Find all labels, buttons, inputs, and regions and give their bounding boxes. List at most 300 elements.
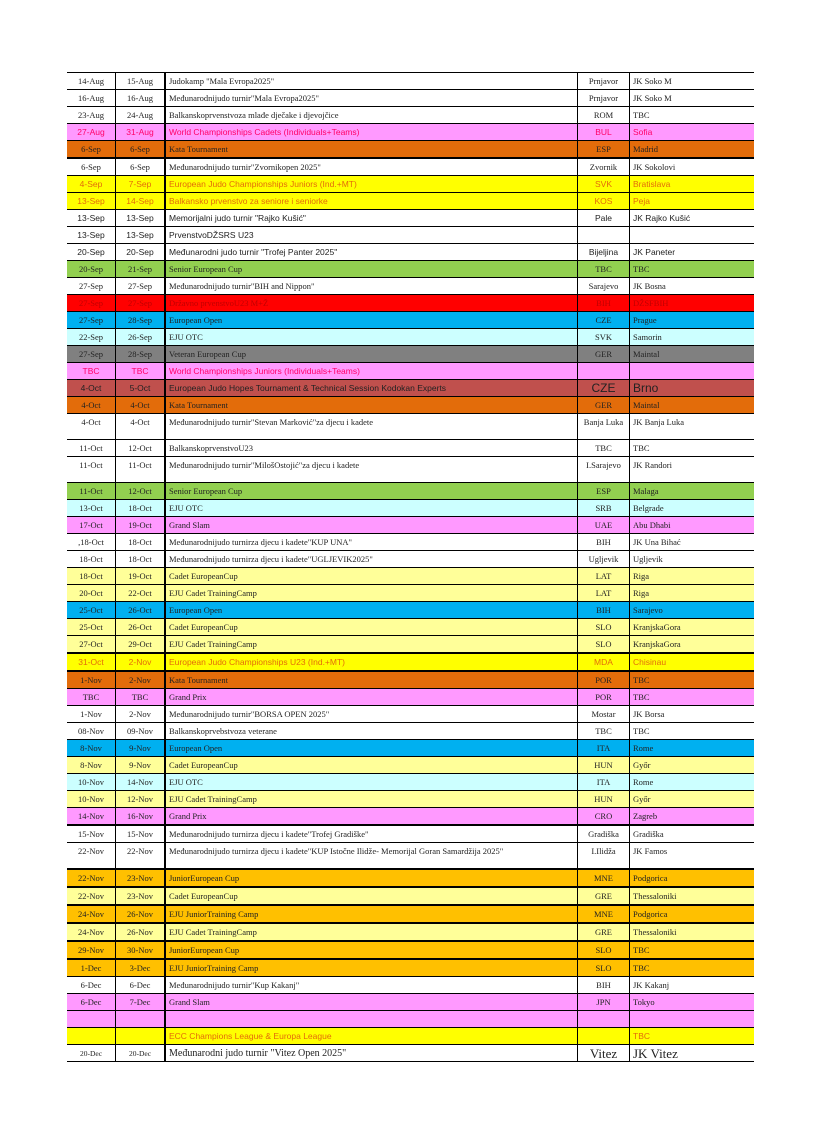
event-organizer: JK Una Bihać: [630, 534, 755, 551]
event-organizer: KranjskaGora: [630, 636, 755, 654]
event-name: Kata Tournament: [165, 671, 578, 689]
start-date: 24-Nov: [67, 923, 116, 941]
event-name: World Championships Juniors (Individuals+Teams): [165, 363, 578, 380]
start-date: 4-Oct: [67, 397, 116, 414]
end-date: 2-Nov: [116, 671, 166, 689]
start-date: 14-Nov: [67, 808, 116, 826]
event-location: POR: [578, 671, 630, 689]
event-name: Međunarodnijudo turnir"BORSA OPEN 2025": [165, 706, 578, 723]
event-name: Međunarodni judo turnir "Trofej Panter 2025": [165, 244, 578, 261]
end-date: 14-Sep: [116, 193, 166, 210]
event-organizer: Rome: [630, 774, 755, 791]
event-name: ECC Champions League & Europa League: [165, 1028, 578, 1045]
event-name: European Judo Hopes Tournament & Technical Session Kodokan Experts: [165, 380, 578, 397]
end-date: 9-Nov: [116, 757, 166, 774]
event-organizer: JK Kakanj: [630, 977, 755, 994]
end-date: 4-Oct: [116, 414, 166, 440]
event-name: Međunarodnijudo turnir"Mala Evropa2025": [165, 90, 578, 107]
end-date: 7-Dec: [116, 994, 166, 1011]
event-location: TBC: [578, 723, 630, 740]
event-row: [67, 568, 754, 585]
start-date: 13-Sep: [67, 210, 116, 227]
event-row: [67, 141, 754, 159]
event-row: [67, 517, 754, 534]
event-location: POR: [578, 689, 630, 706]
event-organizer: Gradiška: [630, 825, 755, 843]
end-date: 26-Oct: [116, 619, 166, 636]
end-date: 26-Oct: [116, 602, 166, 619]
event-row: [67, 227, 754, 244]
start-date: 4-Sep: [67, 176, 116, 193]
event-row: [67, 329, 754, 346]
event-name: Međunarodnijudo turnirza djecu i kadete"KUP Istočne Ilidže- Memorijal Goran Samardžija 2025": [165, 843, 578, 870]
event-location: Vitez: [578, 1045, 630, 1062]
event-name: Cadet EuropeanCup: [165, 887, 578, 905]
event-organizer: TBC: [630, 261, 755, 278]
end-date: 14-Nov: [116, 774, 166, 791]
end-date: 28-Sep: [116, 312, 166, 329]
event-location: I.Sarajevo: [578, 457, 630, 483]
event-name: Međunarodnijudo turnirza djecu i kadete"KUP UNA": [165, 534, 578, 551]
event-name: EJU OTC: [165, 329, 578, 346]
event-name: Kata Tournament: [165, 141, 578, 159]
start-date: 6-Dec: [67, 994, 116, 1011]
end-date: 7-Sep: [116, 176, 166, 193]
event-location: ESP: [578, 483, 630, 500]
event-name: EJU JuniorTraining Camp: [165, 959, 578, 977]
event-row: [67, 500, 754, 517]
event-organizer: JK Randori: [630, 457, 755, 483]
event-organizer: Riga: [630, 568, 755, 585]
start-date: [67, 1011, 116, 1028]
event-organizer: TBC: [630, 689, 755, 706]
event-organizer: Chisinau: [630, 653, 755, 671]
event-organizer: Thessaloniki: [630, 887, 755, 905]
event-location: Ugljevik: [578, 551, 630, 568]
start-date: 25-Oct: [67, 619, 116, 636]
start-date: 22-Sep: [67, 329, 116, 346]
start-date: 27-Sep: [67, 312, 116, 329]
end-date: 28-Sep: [116, 346, 166, 363]
start-date: 11-Oct: [67, 457, 116, 483]
event-row: [67, 843, 754, 870]
event-organizer: Győr: [630, 757, 755, 774]
end-date: 22-Nov: [116, 843, 166, 870]
event-row: [67, 808, 754, 826]
end-date: 2-Nov: [116, 653, 166, 671]
event-organizer: JK Vitez: [630, 1045, 755, 1062]
start-date: 13-Sep: [67, 193, 116, 210]
event-name: European Open: [165, 740, 578, 757]
event-row: [67, 397, 754, 414]
event-row: [67, 278, 754, 295]
start-date: 24-Nov: [67, 905, 116, 923]
end-date: 9-Nov: [116, 740, 166, 757]
event-row: [67, 1011, 754, 1028]
start-date: 27-Sep: [67, 295, 116, 312]
event-row: [67, 380, 754, 397]
event-location: SLO: [578, 959, 630, 977]
event-row: [67, 346, 754, 363]
event-location: SLO: [578, 619, 630, 636]
event-name: Balkansko prvenstvo za seniore i seniorke: [165, 193, 578, 210]
start-date: 10-Nov: [67, 791, 116, 808]
event-organizer: Maintal: [630, 397, 755, 414]
event-organizer: JK Borsa: [630, 706, 755, 723]
event-row: [67, 977, 754, 994]
event-name: World Championships Cadets (Individuals+Teams): [165, 124, 578, 141]
end-date: 20-Sep: [116, 244, 166, 261]
start-date: 20-Sep: [67, 261, 116, 278]
event-location: TBC: [578, 261, 630, 278]
event-location: BIH: [578, 602, 630, 619]
event-row: [67, 551, 754, 568]
end-date: 19-Oct: [116, 517, 166, 534]
event-name: Balkanskoprvenstvoza mlađe dječake i djevojčice: [165, 107, 578, 124]
event-row: [67, 791, 754, 808]
event-location: HUN: [578, 791, 630, 808]
event-location: CZE: [578, 312, 630, 329]
event-row: [67, 483, 754, 500]
start-date: 13-Oct: [67, 500, 116, 517]
event-location: GRE: [578, 887, 630, 905]
start-date: 6-Dec: [67, 977, 116, 994]
end-date: 2-Nov: [116, 706, 166, 723]
start-date: 27-Oct: [67, 636, 116, 654]
end-date: 22-Oct: [116, 585, 166, 602]
end-date: 13-Sep: [116, 227, 166, 244]
end-date: 16-Nov: [116, 808, 166, 826]
event-row: [67, 124, 754, 141]
event-location: GER: [578, 346, 630, 363]
event-row: [67, 295, 754, 312]
event-location: ITA: [578, 774, 630, 791]
event-name: JuniorEuropean Cup: [165, 941, 578, 959]
event-location: SVK: [578, 329, 630, 346]
event-name: Cadet EuropeanCup: [165, 619, 578, 636]
start-date: 22-Nov: [67, 887, 116, 905]
start-date: 27-Sep: [67, 346, 116, 363]
event-organizer: Thessaloniki: [630, 923, 755, 941]
event-organizer: Brno: [630, 380, 755, 397]
event-name: EJU JuniorTraining Camp: [165, 905, 578, 923]
event-row: [67, 210, 754, 227]
event-organizer: JK Soko M: [630, 90, 755, 107]
event-row: [67, 1028, 754, 1045]
event-organizer: Sarajevo: [630, 602, 755, 619]
end-date: 6-Sep: [116, 141, 166, 159]
start-date: 11-Oct: [67, 483, 116, 500]
event-organizer: TBC: [630, 1028, 755, 1045]
event-row: [67, 757, 754, 774]
event-organizer: JK Rajko Kušić: [630, 210, 755, 227]
event-row: [67, 107, 754, 124]
end-date: 12-Oct: [116, 483, 166, 500]
event-row: [67, 825, 754, 843]
end-date: 31-Aug: [116, 124, 166, 141]
start-date: 8-Nov: [67, 757, 116, 774]
start-date: 31-Oct: [67, 653, 116, 671]
event-organizer: JK Soko M: [630, 73, 755, 90]
end-date: [116, 1028, 166, 1045]
event-name: Senior European Cup: [165, 261, 578, 278]
event-name: Cadet EuropeanCup: [165, 757, 578, 774]
event-organizer: DŽSFBIH: [630, 295, 755, 312]
event-organizer: Belgrade: [630, 500, 755, 517]
event-row: [67, 261, 754, 278]
event-organizer: Samorin: [630, 329, 755, 346]
event-name: Senior European Cup: [165, 483, 578, 500]
end-date: 16-Aug: [116, 90, 166, 107]
event-organizer: Abu Dhabi: [630, 517, 755, 534]
event-name: Grand Prix: [165, 808, 578, 826]
event-name: EJU Cadet TrainingCamp: [165, 923, 578, 941]
end-date: 13-Sep: [116, 210, 166, 227]
end-date: 09-Nov: [116, 723, 166, 740]
event-organizer: Prague: [630, 312, 755, 329]
event-location: Prnjavor: [578, 73, 630, 90]
end-date: 26-Nov: [116, 923, 166, 941]
event-row: [67, 312, 754, 329]
event-organizer: TBC: [630, 959, 755, 977]
start-date: ,18-Oct: [67, 534, 116, 551]
event-organizer: Tokyo: [630, 994, 755, 1011]
event-name: Međunarodnijudo turnirza djecu i kadete"UGLJEVIK2025": [165, 551, 578, 568]
event-location: ROM: [578, 107, 630, 124]
event-name: Međunarodni judo turnir "Vitez Open 2025": [165, 1045, 578, 1062]
event-location: GRE: [578, 923, 630, 941]
event-location: TBC: [578, 440, 630, 457]
event-row: [67, 1045, 754, 1062]
event-name: Cadet EuropeanCup: [165, 568, 578, 585]
event-location: I.Ilidža: [578, 843, 630, 870]
start-date: 27-Sep: [67, 278, 116, 295]
start-date: 1-Dec: [67, 959, 116, 977]
end-date: 4-Oct: [116, 397, 166, 414]
end-date: TBC: [116, 689, 166, 706]
end-date: 12-Nov: [116, 791, 166, 808]
event-row: [67, 959, 754, 977]
event-row: [67, 905, 754, 923]
event-organizer: Ugljevik: [630, 551, 755, 568]
start-date: [67, 1028, 116, 1045]
event-name: Međunarodnijudo turnirza djecu i kadete"Trofej Gradiške": [165, 825, 578, 843]
event-location: KOS: [578, 193, 630, 210]
event-organizer: JK Sokolovi: [630, 158, 755, 176]
event-organizer: Sofia: [630, 124, 755, 141]
event-location: SLO: [578, 636, 630, 654]
event-location: BIH: [578, 534, 630, 551]
start-date: 08-Nov: [67, 723, 116, 740]
event-organizer: TBC: [630, 107, 755, 124]
start-date: 23-Aug: [67, 107, 116, 124]
start-date: 18-Oct: [67, 551, 116, 568]
end-date: 27-Sep: [116, 295, 166, 312]
event-organizer: Rome: [630, 740, 755, 757]
event-location: BUL: [578, 124, 630, 141]
event-name: Međunarodnijudo turnir"Kup Kakanj": [165, 977, 578, 994]
start-date: TBC: [67, 689, 116, 706]
event-name: Memorijalni judo turnir "Rajko Kušić": [165, 210, 578, 227]
event-organizer: Győr: [630, 791, 755, 808]
event-organizer: JK Banja Luka: [630, 414, 755, 440]
event-organizer: TBC: [630, 671, 755, 689]
event-organizer: Malaga: [630, 483, 755, 500]
event-row: [67, 887, 754, 905]
event-row: [67, 689, 754, 706]
end-date: 5-Oct: [116, 380, 166, 397]
event-row: [67, 619, 754, 636]
event-row: [67, 193, 754, 210]
competition-calendar-table: [67, 72, 754, 1062]
event-organizer: Podgorica: [630, 905, 755, 923]
event-row: [67, 723, 754, 740]
event-location: SVK: [578, 176, 630, 193]
end-date: 18-Oct: [116, 551, 166, 568]
event-location: Mostar: [578, 706, 630, 723]
event-name: Grand Slam: [165, 994, 578, 1011]
end-date: 19-Oct: [116, 568, 166, 585]
end-date: 21-Sep: [116, 261, 166, 278]
start-date: 20-Oct: [67, 585, 116, 602]
event-location: MNE: [578, 905, 630, 923]
event-name: European Judo Championships U23 (Ind.+MT): [165, 653, 578, 671]
start-date: 16-Aug: [67, 90, 116, 107]
event-name: Međunarodnijudo turnir"Stevan Marković"za djecu i kadete: [165, 414, 578, 440]
event-location: [578, 1028, 630, 1045]
event-location: Pale: [578, 210, 630, 227]
end-date: 6-Sep: [116, 158, 166, 176]
event-name: Međunarodnijudo turnir"Zvornikopen 2025": [165, 158, 578, 176]
event-organizer: Madrid: [630, 141, 755, 159]
event-location: UAE: [578, 517, 630, 534]
end-date: 26-Nov: [116, 905, 166, 923]
event-name: EJU OTC: [165, 774, 578, 791]
event-name: Judokamp "Mala Evropa2025": [165, 73, 578, 90]
event-location: BIH: [578, 977, 630, 994]
end-date: 24-Aug: [116, 107, 166, 124]
event-organizer: TBC: [630, 723, 755, 740]
start-date: 15-Nov: [67, 825, 116, 843]
event-location: LAT: [578, 585, 630, 602]
end-date: 18-Oct: [116, 500, 166, 517]
event-name: Grand Prix: [165, 689, 578, 706]
event-row: [67, 440, 754, 457]
start-date: 6-Sep: [67, 158, 116, 176]
start-date: TBC: [67, 363, 116, 380]
event-row: [67, 585, 754, 602]
event-organizer: Peja: [630, 193, 755, 210]
end-date: [116, 1011, 166, 1028]
start-date: 27-Aug: [67, 124, 116, 141]
start-date: 1-Nov: [67, 671, 116, 689]
event-name: Međunarodnijudo turnir"MilošOstojić"za djecu i kadete: [165, 457, 578, 483]
start-date: 1-Nov: [67, 706, 116, 723]
event-organizer: Zagreb: [630, 808, 755, 826]
event-row: [67, 941, 754, 959]
event-row: [67, 653, 754, 671]
event-organizer: Maintal: [630, 346, 755, 363]
event-name: EJU Cadet TrainingCamp: [165, 636, 578, 654]
event-row: [67, 671, 754, 689]
start-date: 18-Oct: [67, 568, 116, 585]
event-row: [67, 73, 754, 90]
event-organizer: JK Bosna: [630, 278, 755, 295]
start-date: 29-Nov: [67, 941, 116, 959]
event-row: [67, 706, 754, 723]
end-date: 3-Dec: [116, 959, 166, 977]
end-date: 27-Sep: [116, 278, 166, 295]
end-date: 23-Nov: [116, 869, 166, 887]
event-organizer: [630, 1011, 755, 1028]
event-organizer: JK Famos: [630, 843, 755, 870]
event-name: EJU Cadet TrainingCamp: [165, 791, 578, 808]
event-location: ITA: [578, 740, 630, 757]
start-date: 22-Nov: [67, 869, 116, 887]
event-name: Veteran European Cup: [165, 346, 578, 363]
event-row: [67, 869, 754, 887]
end-date: 29-Oct: [116, 636, 166, 654]
start-date: 4-Oct: [67, 380, 116, 397]
start-date: 13-Sep: [67, 227, 116, 244]
end-date: 20-Dec: [116, 1045, 166, 1062]
event-row: [67, 158, 754, 176]
calendar-body: [67, 73, 754, 1062]
event-location: SRB: [578, 500, 630, 517]
event-row: [67, 636, 754, 654]
event-name: EJU OTC: [165, 500, 578, 517]
event-location: SLO: [578, 941, 630, 959]
event-name: JuniorEuropean Cup: [165, 869, 578, 887]
event-row: [67, 244, 754, 261]
event-location: HUN: [578, 757, 630, 774]
event-organizer: JK Paneter: [630, 244, 755, 261]
event-organizer: TBC: [630, 440, 755, 457]
event-location: [578, 1011, 630, 1028]
event-name: Međunarodnijudo turnir"BIH and Nippon": [165, 278, 578, 295]
event-location: Zvornik: [578, 158, 630, 176]
event-organizer: Bratislava: [630, 176, 755, 193]
event-name: Grand Slam: [165, 517, 578, 534]
start-date: 25-Oct: [67, 602, 116, 619]
event-name: Balkanskoprvebstvoza veterane: [165, 723, 578, 740]
event-row: [67, 534, 754, 551]
event-organizer: TBC: [630, 941, 755, 959]
event-row: [67, 994, 754, 1011]
start-date: 6-Sep: [67, 141, 116, 159]
event-location: Banja Luka: [578, 414, 630, 440]
event-location: CRO: [578, 808, 630, 826]
event-name: Kata Tournament: [165, 397, 578, 414]
event-row: [67, 363, 754, 380]
end-date: 26-Sep: [116, 329, 166, 346]
start-date: 17-Oct: [67, 517, 116, 534]
event-organizer: [630, 363, 755, 380]
event-location: Prnjavor: [578, 90, 630, 107]
event-location: Bijeljina: [578, 244, 630, 261]
event-location: Gradiška: [578, 825, 630, 843]
end-date: 12-Oct: [116, 440, 166, 457]
event-location: BIH: [578, 295, 630, 312]
event-location: ESP: [578, 141, 630, 159]
event-name: Državno prvenstvoU23 M+Ž: [165, 295, 578, 312]
event-location: [578, 227, 630, 244]
start-date: 10-Nov: [67, 774, 116, 791]
end-date: 15-Aug: [116, 73, 166, 90]
end-date: 15-Nov: [116, 825, 166, 843]
start-date: 14-Aug: [67, 73, 116, 90]
event-name: European Open: [165, 602, 578, 619]
